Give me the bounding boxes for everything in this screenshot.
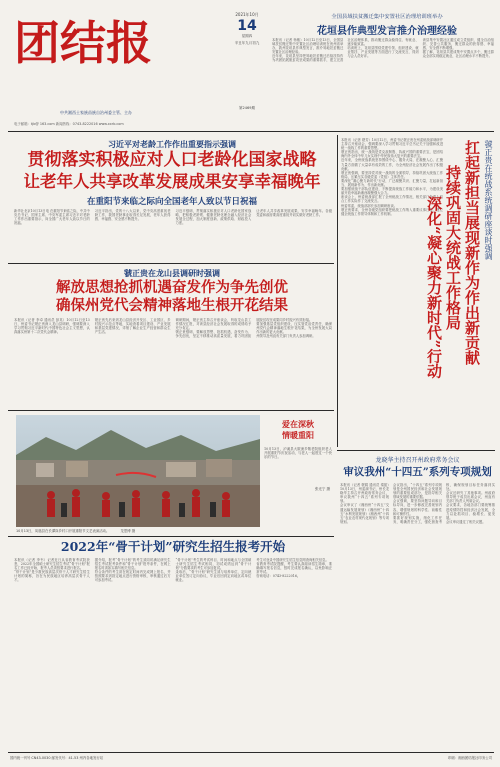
lead-headline-1: 贯彻落实积极应对人口老龄化国家战略 [27,150,317,170]
right-bottom-kicker: 龙晓华主持召开州政府常务会议 [375,457,460,464]
bottom-headline: 2022年“骨干计划”研究生招生报考开始 [60,539,286,554]
vertical-headline-1: 扛起新担当展现新作为作出新贡献 [463,140,481,365]
vertical-headline-2: 持续巩固大统战工作格局 [444,165,462,330]
photo-image [16,415,260,527]
issue-weekday: 星期四 [241,34,253,38]
right-bottom-body: 本报讯（记者 虢娟 通讯员 秦振）10月13日，州委副书记、州长龙晓华主持召开州政府常务会议，审议我州“十四五”系列专项规划。 会议审议了《湘西州“十四五”交通运输发展规划》《湘西州“十四五”水利发展规划》《湘西州“十四五”农业农村现代化规划》等专项规划。 会议指出，“十四五”系列专项规划是全州国民经济和社会发展规划的重要组成部分，是指导相关领域发展的重要依据。 会议强调，要坚持问题导向和目标导向，进一步修改完善规划内容，增强规划的科学性、前瞻性和可操作性。 要抓好规划实施，细化工作任务，明确责任分工，强化督查考核，确保规划目标任务落到实处。 会议还研究了其他事项。州政府领导班子成员出席会议，州直有关部门负责人列席会议。 会议要求，各地各部门要统筹推进疫情防控和经济社会发展，全力以赴抓项目、稳增长、促发展。 会议审议通过了相关议题。 [340,483,495,524]
footer-right: 印刷：湘西团结报社印务公司 [447,756,492,760]
lead-kicker: 习近平对老龄工作作出重要指示强调 [108,139,236,149]
publisher-line: 中共湘西土家族苗族自治州委主管、主办 [60,110,132,115]
photo-caption-title: 爱在深秋 [282,419,314,429]
top-right-kicker: 全国县域扶贫搬迁集中安置社区治理培训班举办 [331,14,443,20]
bottom-body: 本报讯（记者 李韦）记者近日从省教育考试院获悉，2022年全国硕士研究生招生考试“骨干计划”报名工作已经开始，报考人员须按要求进行报名。 “骨干计划”是少数民族高层次骨干人才研究生招生计划的简称，旨在为民族地区培养高层次骨干人才。 据介绍，报考“骨干计划”的考生须同时满足研究生招生考试报考条件和“骨干计划”报考条件，在网上报名时须如实填写相关信息。 符合条件的考生须在规定时间内完成网上报名，并按照要求到指定地点进行资格审核，审核通过后方可参加考试。 “骨干计划”考生的考试科目、时间和地点与全国硕士研究生招生考试相同，初试成绩达到“骨干计划”分数要求的考生可参加复试。 录取后，“骨干计划”研究生须与培养单位、定向就业单位签订定向协议，毕业后回到定向地区或单位就业。 考生可登录中国研究生招生信息网查询相关信息。 省教育考试院提醒，考生要认真阅读招生简章，准确填写报名信息，按时完成报名确认，以免影响正常考试。 咨询电话：0743-8222016。 [14,558,332,583]
vertical-story-body: 本报讯（记者 虢芳）10月12日，州委书记虢正贵在州委统战部调研并主持召开座谈会，强调要深入学习贯彻习近平总书记关于加强和改进统一战线工作的重要思想。 虢正贵指出，统一战线是党克敌制胜、执政兴国的重要法宝，是团结海内外全体中华儿女实现中华民族伟大复兴的重要法宝。 近年来，全州统战系统坚持围绕中心、服务大局，在凝聚人心、汇聚力量方面做了大量卓有成效的工作，为全州经济社会发展作出了积极贡献。 虢正贵强调，要坚持党对统一战线的全面领导，持续巩固大统战工作格局，压紧压实各级党委（党组）主体责任。 要深化“凝心聚力新时代”行动，广泛凝聚共识、汇聚力量，扛起新担当、展现新作为、作出新贡献。 要加强统战干部队伍建设，不断提高统战工作能力和水平，为建设美丽开放幸福新湘西凝聚强大合力。 座谈会上，州委统战部汇报了全州统战工作情况，相关部门负责人结合工作实际作了交流发言。 州委常委、统战部部长参加调研座谈。 虢正贵要求，全州各级党组织要把统战工作纳入重要议事日程，建立健全统战工作领导体制和工作机制。 [341,138,443,216]
newspaper-logo: 团结报 [14,16,152,70]
date-box [225,12,269,120]
issue-lunar: 辛丑年九月初九 [234,41,260,45]
top-right-headline: 花垣县作典型发言推介治理经验 [317,26,457,37]
footer-left: 国内统一刊号 CN43-0030 邮发代号：41-53 州内各地发行站 [10,756,104,760]
photo-caption-box [262,415,334,527]
photo-lower-caption [16,528,334,533]
second-body: 本报讯（记者 李卓 通讯员 彭英）10月12日至13日，州委书记虢正贵深入龙山县调研，强调要深入学习贯彻习近平新时代中国特色社会主义思想，认真落实州第十二次党代会精神。 虢正贵先后来到龙山县经济开发区、工业园区、乡村振兴示范点等地，实地查看项目建设、产业发展和基层党建情况，详细了解企业生产经营和群众生产生活。 调研期间，虢正贵主持召开座谈会，听取龙山县工作情况汇报，对该县经济社会发展取得的成绩给予充分肯定。 虢正贵强调，要解放思想、抢抓机遇，奋发作为、争先创优，坚定不移推动高质量发展，着力巩固拓展脱贫攻坚成果同乡村振兴有效衔接。 要加强基层党组织建设，压实管党治党责任，确保州党代会精神落地生根开花结果，为全州发展大局作出新的更大贡献。 州领导及州直有关部门负责人参加调研。 [14,318,332,339]
photo-credit: 张光宁 摄 [314,487,330,491]
lead-subhead: 在重阳节来临之际向全国老年人致以节日祝福 [86,197,257,207]
issue-number: 第2469期 [239,106,255,110]
right-bottom-headline: 审议我州“十四五”系列专项规划 [343,466,492,478]
news-photo [16,415,260,527]
second-headline-1: 解放思想抢抓机遇奋发作为争先创优 [56,279,288,296]
vertical-kicker: 虢正贵在统战系统调研座谈时强调 [484,140,493,260]
photo-lower-caption-text: 10月13日，凤凰县在长潭岗乡村口开展重阳节文艺表演活动。 [16,529,110,533]
issue-date: 2021年10月 [235,12,259,17]
issue-day: 14 [237,18,257,34]
second-kicker: 虢正贵在龙山县调研时强调 [124,268,220,278]
lead-body: 新华社北京10月13日电 在重阳节来临之际，中共中央总书记、国家主席、中央军委主席习近平对老龄工作作出重要指示，向全国广大老年人致以节日的祝福。 习近平指出，党的十八大以来，党中央高度重视老龄工作，我国老龄事业取得长足发展，老年人获得感、幸福感、安全感不断提升。 习近平强调，贯彻落实积极应对人口老龄化国家战略，把积极老龄观、健康老龄化理念融入经济社会发展全过程，加大制度创新、政策供给、财政投入力度。 让老年人共享改革发展成果、安享幸福晚年。各级党委和政府要高度重视并切实做好老龄工作。 [14,209,332,226]
second-headline-2: 确保州党代会精神落地生根开花结果 [56,297,288,314]
photo-caption-text: 10月13日，泸溪县大陂流乡敬老院组织老人开展重阳节庆祝活动，与老人一起度过一个快乐的节日。 [264,447,332,460]
top-right-body: 本报讯（记者 杨敏）10月12日至13日，全国县域扶贫搬迁集中安置社区治理培训班在贵州省举办，我州花垣县作典型发言，推介易地扶贫搬迁安置社区治理经验。 近年来，花垣县坚持把易地扶贫搬迁后续扶持作为巩固拓展脱贫攻坚成果的重要抓手，建立完善社区治理体系，推动搬迁群众稳得住、有就业、逐步能致富。 培训班上，花垣县围绕党建引领、组织建设、就业帮扶、产业发展等方面进行了交流发言，得到与会人员好评。 该县集中安置社区通过成立党组织、健全自治组织、完善公共服务，搬迁群众的获得感、幸福感、安全感不断增强。 据了解，花垣县共建成集中安置点多个，搬迁群众全部实现稳定就业，社区治理水平不断提升。 [272,38,494,63]
photo-lower-credit: 龙思博 摄 [120,529,136,533]
vertical-headline-3: 深化“凝心聚力新时代”行动 [425,196,443,379]
photo-caption-title-2: 情暖重阳 [282,430,314,440]
lead-headline-2: 让老年人共享改革发展成果安享幸福晚年 [23,172,321,191]
contact-line: 电子邮箱：tjb@ 163.com 新闻热线：0743-8222016 www.xxrb.com [14,122,124,126]
